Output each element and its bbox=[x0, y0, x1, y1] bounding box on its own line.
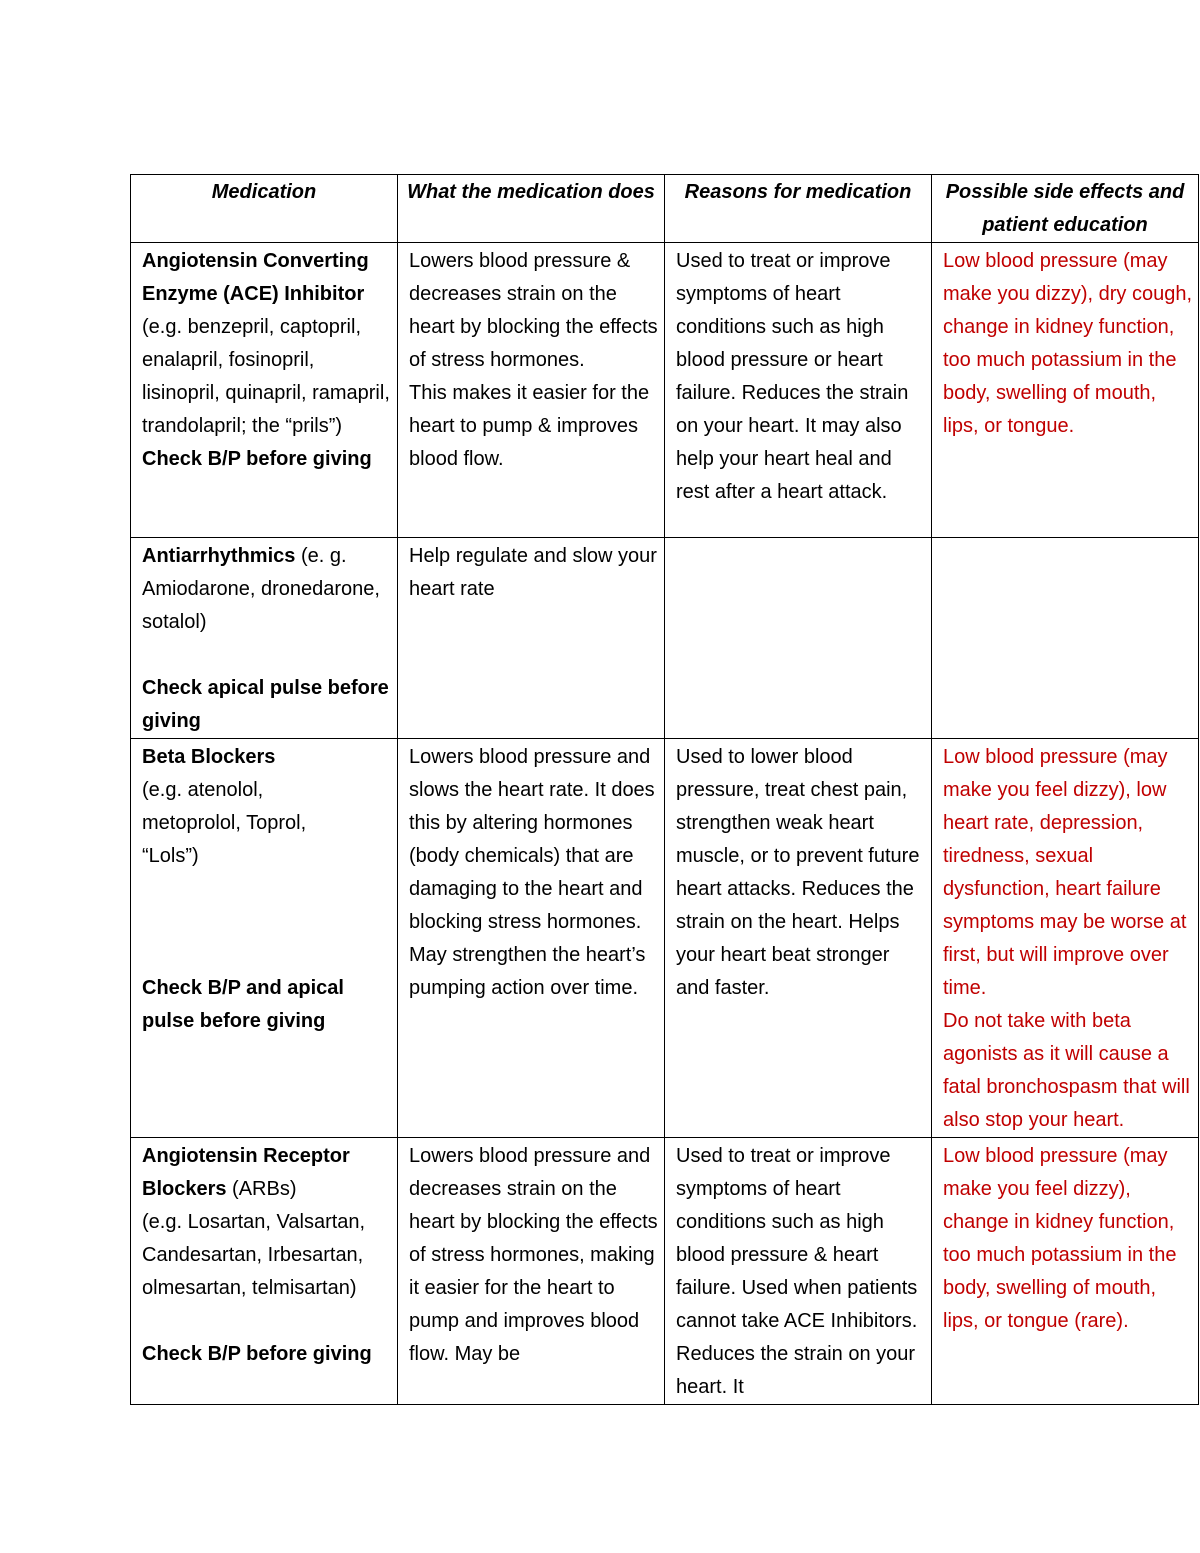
medication-check: Check apical pulse before giving bbox=[142, 677, 389, 732]
medication-examples: (e. g. Amiodarone, dronedarone, sotalol) bbox=[142, 545, 380, 633]
spacer bbox=[142, 873, 391, 972]
medication-name-suffix: (ARBs) bbox=[226, 1178, 297, 1200]
reasons-cell bbox=[665, 739, 932, 1138]
reasons-text: Used to treat or improve symptoms of heart conditions such as high blood pressure & heart failure. Used when patients cannot take ACE Inhibitors. Reduces the strain on your heart. It bbox=[676, 1145, 918, 1398]
header-reasons: Reasons for medication bbox=[665, 175, 932, 243]
what-cell bbox=[398, 739, 665, 1138]
reasons-text: Used to treat or improve symptoms of heart conditions such as high blood pressure or heart failure. Reduces the strain on your heart. It may also help your heart heal and rest after a heart attack. bbox=[676, 250, 909, 503]
table-row bbox=[131, 538, 1199, 739]
what-text: Lowers blood pressure & decreases strain on the heart by blocking the effects of stress hormones. bbox=[409, 250, 658, 371]
spacer bbox=[142, 1305, 391, 1338]
header-medication: Medication bbox=[131, 175, 398, 243]
side-effects-text: Low blood pressure (may make you feel dizzy), low heart rate, depression, tiredness, sexual dysfunction, heart failure symptoms may be worse at first, but will improve over time. bbox=[943, 746, 1187, 999]
reasons-text: Used to lower blood pressure, treat chest pain, strengthen weak heart muscle, or to prevent future heart attacks. Reduces the strain on the heart. Helps your heart beat stronger and faster. bbox=[676, 746, 920, 999]
medication-cell bbox=[131, 538, 398, 739]
what-text: Lowers blood pressure and decreases strain on the heart by blocking the effects of stress hormones, making it easier for the heart to pump and improves blood flow. May be bbox=[409, 1145, 658, 1365]
side-effects-cell bbox=[932, 1138, 1199, 1405]
what-text: Lowers blood pressure and slows the heart rate. It does this by altering hormones (body chemicals) that are damaging to the heart and blocking stress hormones. May strengthen the heart’s pumping action over time. bbox=[409, 746, 655, 999]
table-row bbox=[131, 1138, 1199, 1405]
side-effects-text: Low blood pressure (may make you feel dizzy), change in kidney function, too much potassium in the body, swelling of mouth, lips, or tongue (rare). bbox=[943, 1145, 1177, 1332]
side-effects-cell bbox=[932, 243, 1199, 538]
side-effects-text: Low blood pressure (may make you dizzy), dry cough, change in kidney function, too much potassium in the body, swelling of mouth, lips, or tongue. bbox=[943, 250, 1192, 437]
medication-name: Angiotensin Converting Enzyme (ACE) Inhibitor bbox=[142, 250, 369, 305]
reasons-cell bbox=[665, 1138, 932, 1405]
medication-check: Check B/P before giving bbox=[142, 448, 372, 470]
medication-cell bbox=[131, 243, 398, 538]
side-effects-cell bbox=[932, 739, 1199, 1138]
table-header-row bbox=[131, 175, 1199, 243]
medication-name-line bbox=[142, 540, 391, 639]
table-row bbox=[131, 243, 1199, 538]
medication-name: Angiotensin Receptor Blockers bbox=[142, 1145, 350, 1200]
medication-cell bbox=[131, 1138, 398, 1405]
medication-name: Antiarrhythmics bbox=[142, 545, 296, 567]
what-text-2: This makes it easier for the heart to pump & improves blood flow. bbox=[409, 382, 650, 470]
table-row bbox=[131, 739, 1199, 1138]
medication-table bbox=[130, 174, 1199, 1405]
side-effects-text-2: Do not take with beta agonists as it will cause a fatal bronchospasm that will also stop your heart. bbox=[943, 1010, 1190, 1131]
reasons-cell bbox=[665, 538, 932, 739]
spacer bbox=[142, 639, 391, 672]
medication-check: Check B/P before giving bbox=[142, 1343, 372, 1365]
side-effects-cell bbox=[932, 538, 1199, 739]
what-text: Help regulate and slow your heart rate bbox=[409, 545, 657, 600]
what-cell bbox=[398, 1138, 665, 1405]
header-side-effects: Possible side effects and patient education bbox=[932, 175, 1199, 243]
medication-examples: (e.g. Losartan, Valsartan, Candesartan, Irbesartan, olmesartan, telmisartan) bbox=[142, 1211, 366, 1299]
header-what-it-does: What the medication does bbox=[398, 175, 665, 243]
what-cell bbox=[398, 243, 665, 538]
reasons-cell bbox=[665, 243, 932, 538]
medication-name-line bbox=[142, 1140, 391, 1206]
medication-examples: (e.g. atenolol, metoprolol, Toprol, “Lols”) bbox=[142, 779, 307, 867]
medication-examples: (e.g. benzepril, captopril, enalapril, fosinopril, lisinopril, quinapril, ramapril, trandolapril; the “prils”) bbox=[142, 316, 390, 437]
medication-check: Check B/P and apical pulse before giving bbox=[142, 977, 344, 1032]
medication-name: Beta Blockers bbox=[142, 746, 276, 768]
medication-cell bbox=[131, 739, 398, 1138]
what-cell bbox=[398, 538, 665, 739]
